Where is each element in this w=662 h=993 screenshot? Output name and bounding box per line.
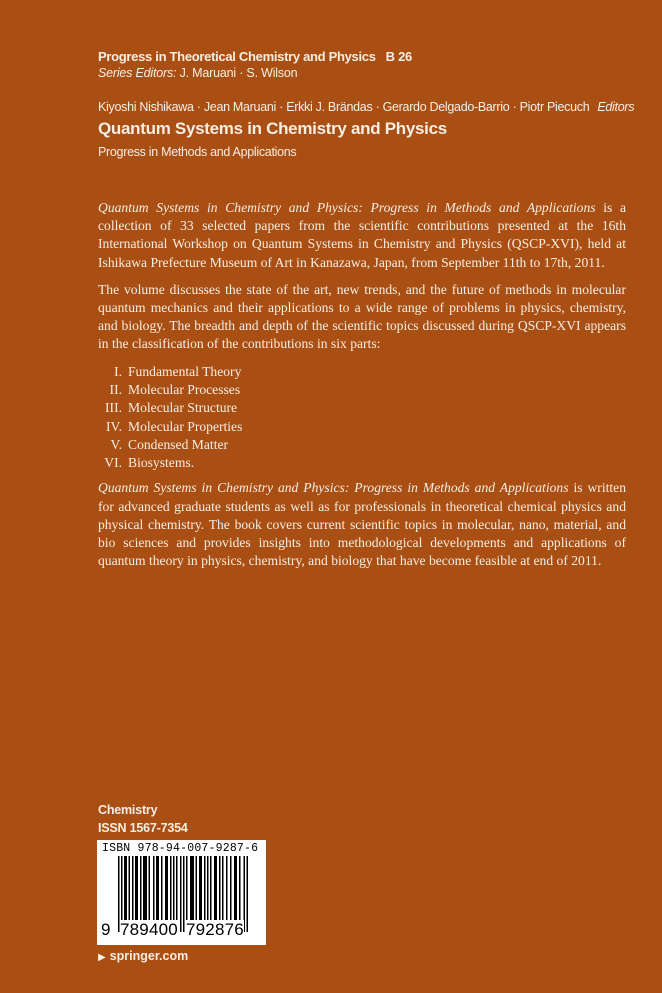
parts-list bbox=[98, 363, 626, 473]
list-item bbox=[98, 363, 626, 381]
book-editors: Kiyoshi Nishikawa · Jean Maruani · Erkki J. Brändas · Gerardo Delgado-Barrio · Piotr Piecuch bbox=[98, 100, 590, 114]
subject-category: Chemistry bbox=[98, 803, 158, 817]
part-label: Molecular Processes bbox=[128, 381, 241, 397]
list-item bbox=[98, 418, 626, 436]
part-label: Biosystems. bbox=[128, 455, 195, 471]
list-item bbox=[98, 381, 626, 399]
part-label: Condensed Matter bbox=[128, 436, 229, 452]
series-title-line bbox=[98, 48, 412, 65]
ean-first-digit: 9 bbox=[101, 920, 111, 939]
part-label: Fundamental Theory bbox=[128, 363, 242, 379]
book-header bbox=[98, 98, 638, 161]
book-editors-line bbox=[98, 98, 638, 116]
list-item bbox=[98, 399, 626, 417]
ean-group-1: 789400 bbox=[120, 920, 178, 939]
isbn-text: ISBN 978-94-007-9287-6 bbox=[102, 842, 259, 855]
ean-group-2: 792876 bbox=[186, 920, 244, 939]
part-number: V. bbox=[110, 436, 122, 452]
part-label: Molecular Properties bbox=[128, 418, 243, 434]
book-subtitle: Progress in Methods and Applications bbox=[98, 145, 297, 159]
part-number: IV. bbox=[106, 418, 122, 434]
series-header bbox=[98, 48, 412, 82]
isbn-barcode bbox=[97, 840, 266, 945]
part-number: VI. bbox=[104, 455, 122, 471]
paragraph-text: is a collection of 33 selected papers from the scientific contributions presented at the 16th International Workshop on Quantum Systems in Chemistry and Physics (QSCP-XVI), held at Ishikawa Prefecture Museum of Art in Kanazawa, Japan, from September 11th to 17th, 2011. bbox=[98, 200, 626, 270]
play-arrow-icon: ▶ bbox=[98, 952, 106, 963]
series-volume: B 26 bbox=[385, 49, 412, 64]
book-title-italic: Quantum Systems in Chemistry and Physics: Progress in Methods and Applications bbox=[98, 480, 569, 496]
description bbox=[98, 199, 626, 570]
publisher-link[interactable] bbox=[98, 948, 188, 966]
description-paragraph-1 bbox=[98, 199, 626, 272]
footer-info bbox=[98, 801, 188, 837]
editors-role: Editors bbox=[597, 100, 635, 114]
series-title: Progress in Theoretical Chemistry and Physics bbox=[98, 49, 376, 64]
description-paragraph-2: The volume discusses the state of the art, new trends, and the future of methods in molecular quantum mechanics and their applications to a wide range of problems in physics, chemistry, and biology. The breadth and depth of the scientific topics discussed during QSCP-XVI appears in the classification of the contributions in six parts: bbox=[98, 281, 626, 352]
part-number: III. bbox=[105, 400, 122, 416]
list-item bbox=[98, 436, 626, 454]
series-editors-label: Series Editors: bbox=[98, 66, 177, 80]
series-editors-line bbox=[98, 65, 412, 82]
list-item bbox=[98, 454, 626, 472]
book-title-italic: Quantum Systems in Chemistry and Physics: Progress in Methods and Applications bbox=[98, 200, 596, 215]
part-number: II. bbox=[109, 381, 122, 397]
issn: ISSN 1567-7354 bbox=[98, 821, 188, 835]
series-editors: J. Maruani · S. Wilson bbox=[179, 66, 298, 80]
book-title: Quantum Systems in Chemistry and Physics bbox=[98, 119, 447, 138]
paragraph-text: is written for advanced graduate students as well as for professionals in theoretical chemical physics and physical chemistry. The book covers current scientific topics in molecular, nano, material, and bio sciences and provides insights into methodological developments and applications of quantum theory in physics, chemistry, and biology that have become feasible at end of 2011. bbox=[98, 480, 626, 569]
part-number: I. bbox=[114, 363, 122, 379]
publisher-link-text[interactable]: springer.com bbox=[109, 949, 189, 963]
description-paragraph-3 bbox=[98, 479, 626, 570]
part-label: Molecular Structure bbox=[128, 400, 238, 416]
